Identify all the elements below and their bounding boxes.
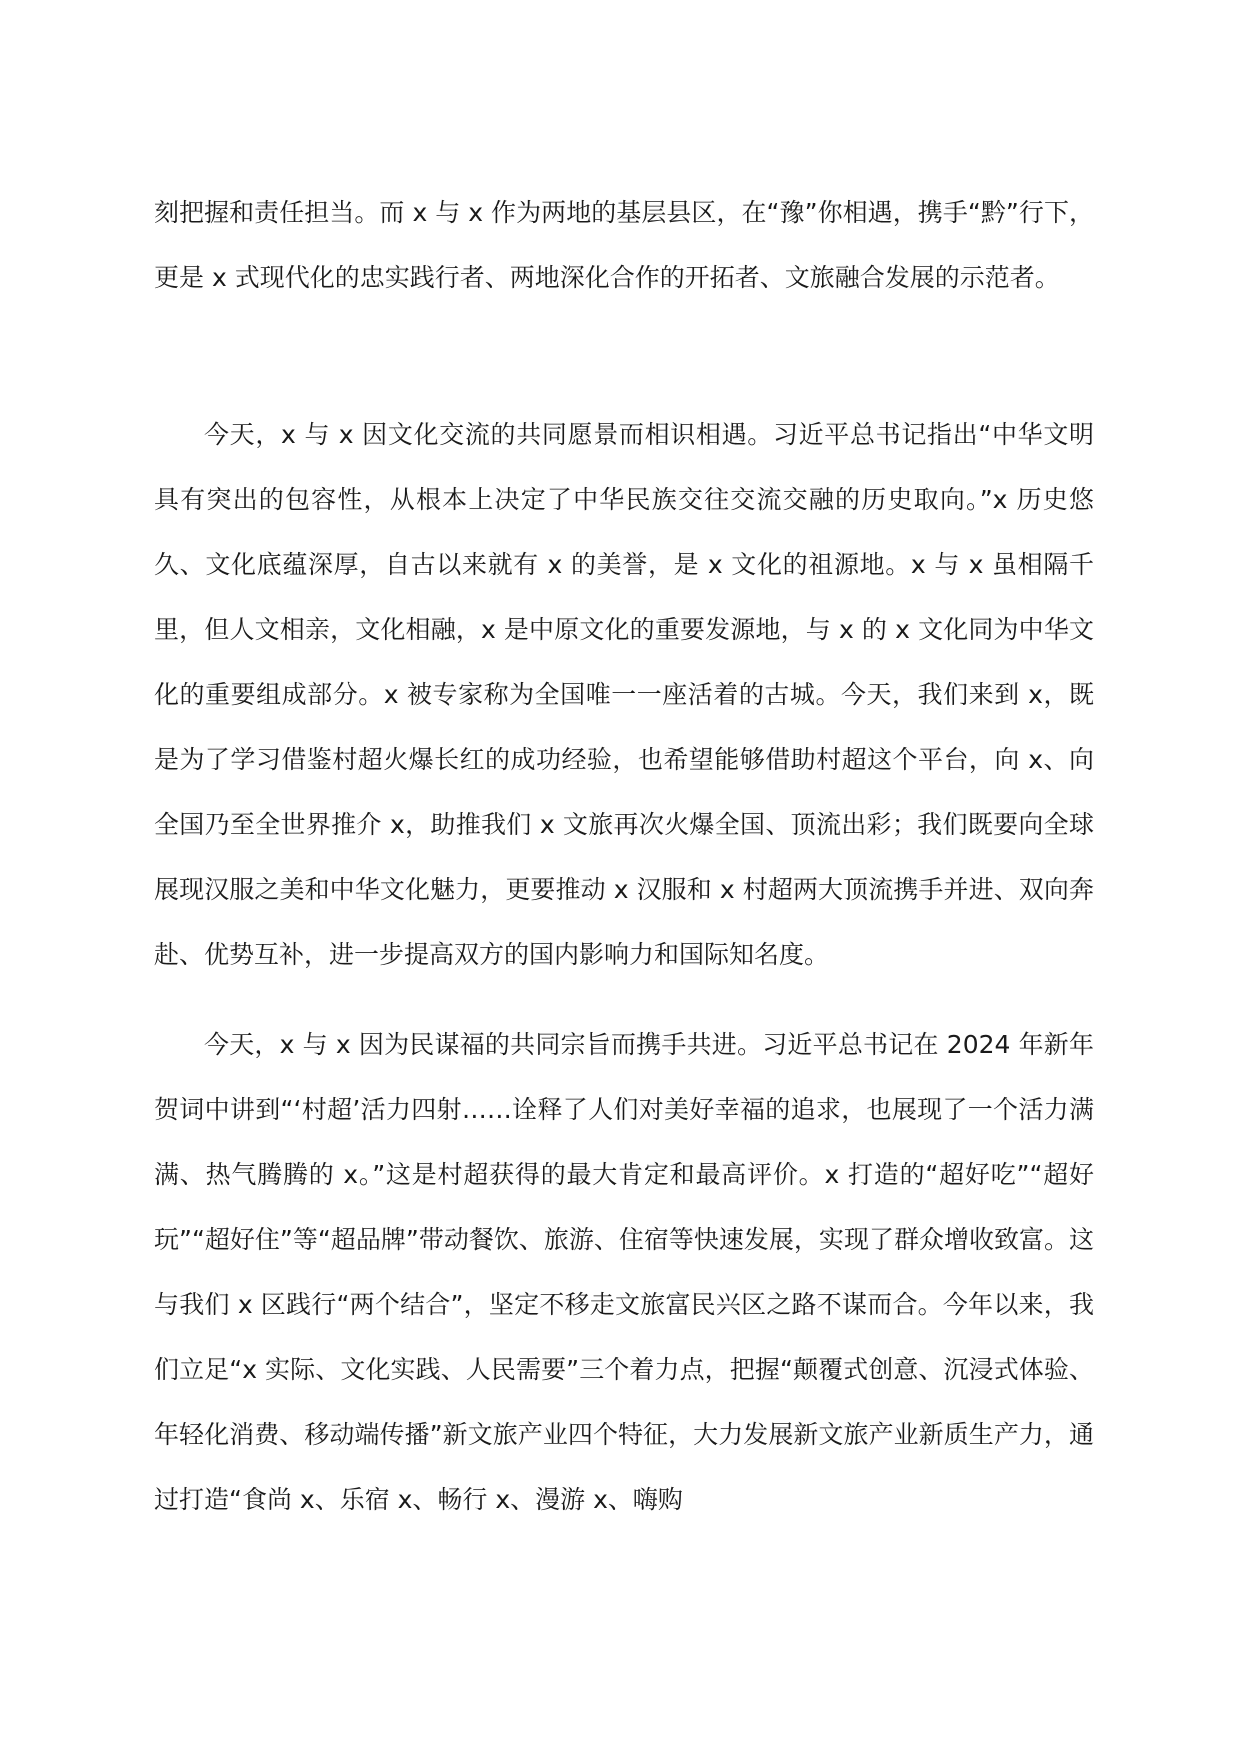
paragraph-1: 刻把握和责任担当。而 x 与 x 作为两地的基层县区，在“豫”你相遇，携手“黔”行下，更是 x 式现代化的忠实践行者、两地深化合作的开拓者、文旅融合发展的示范者。 xyxy=(154,198,1094,292)
text-block-1 xyxy=(154,180,1094,310)
text-block-2 xyxy=(154,402,1094,987)
paragraph-2: 今天，x 与 x 因文化交流的共同愿景而相识相遇。习近平总书记指出“中华文明具有突出的包容性，从根本上决定了中华民族交往交流交融的历史取向。”x 历史悠久、文化底蕴深厚，自古以来就有 x 的美誉，是 x 文化的祖源地。x 与 x 虽相隔千里，但人文相亲，文化相融，x 是中原文化的重要发源地，与 x 的 x 文化同为中华文化的重要组成部分。x 被专家称为全国唯一一座活着的古城。今天，我们来到 x，既是为了学习借鉴村超火爆长红的成功经验，也希望能够借助村超这个平台，向 x、向全国乃至全世界推介 x，助推我们 x 文旅再次火爆全国、顶流出彩；我们既要向全球展现汉服之美和中华文化魅力，更要推动 x 汉服和 x 村超两大顶流携手并进、双向奔赴、优势互补，进一步提高双方的国内影响力和国际知名度。 xyxy=(154,420,1094,969)
text-block-3 xyxy=(154,1012,1094,1532)
paragraph-3: 今天，x 与 x 因为民谋福的共同宗旨而携手共进。习近平总书记在 2024 年新年贺词中讲到“‘村超’活力四射……诠释了人们对美好幸福的追求，也展现了一个活力满满、热气腾腾的 x。”这是村超获得的最大肯定和最高评价。x 打造的“超好吃”“超好玩”“超好住”等“超品牌”带动餐饮、旅游、住宿等快速发展，实现了群众增收致富。这与我们 x 区践行“两个结合”，坚定不移走文旅富民兴区之路不谋而合。今年以来，我们立足“x 实际、文化实践、人民需要”三个着力点，把握“颠覆式创意、沉浸式体验、年轻化消费、移动端传播”新文旅产业四个特征，大力发展新文旅产业新质生产力，通过打造“食尚 x、乐宿 x、畅行 x、漫游 x、嗨购 xyxy=(154,1030,1094,1514)
